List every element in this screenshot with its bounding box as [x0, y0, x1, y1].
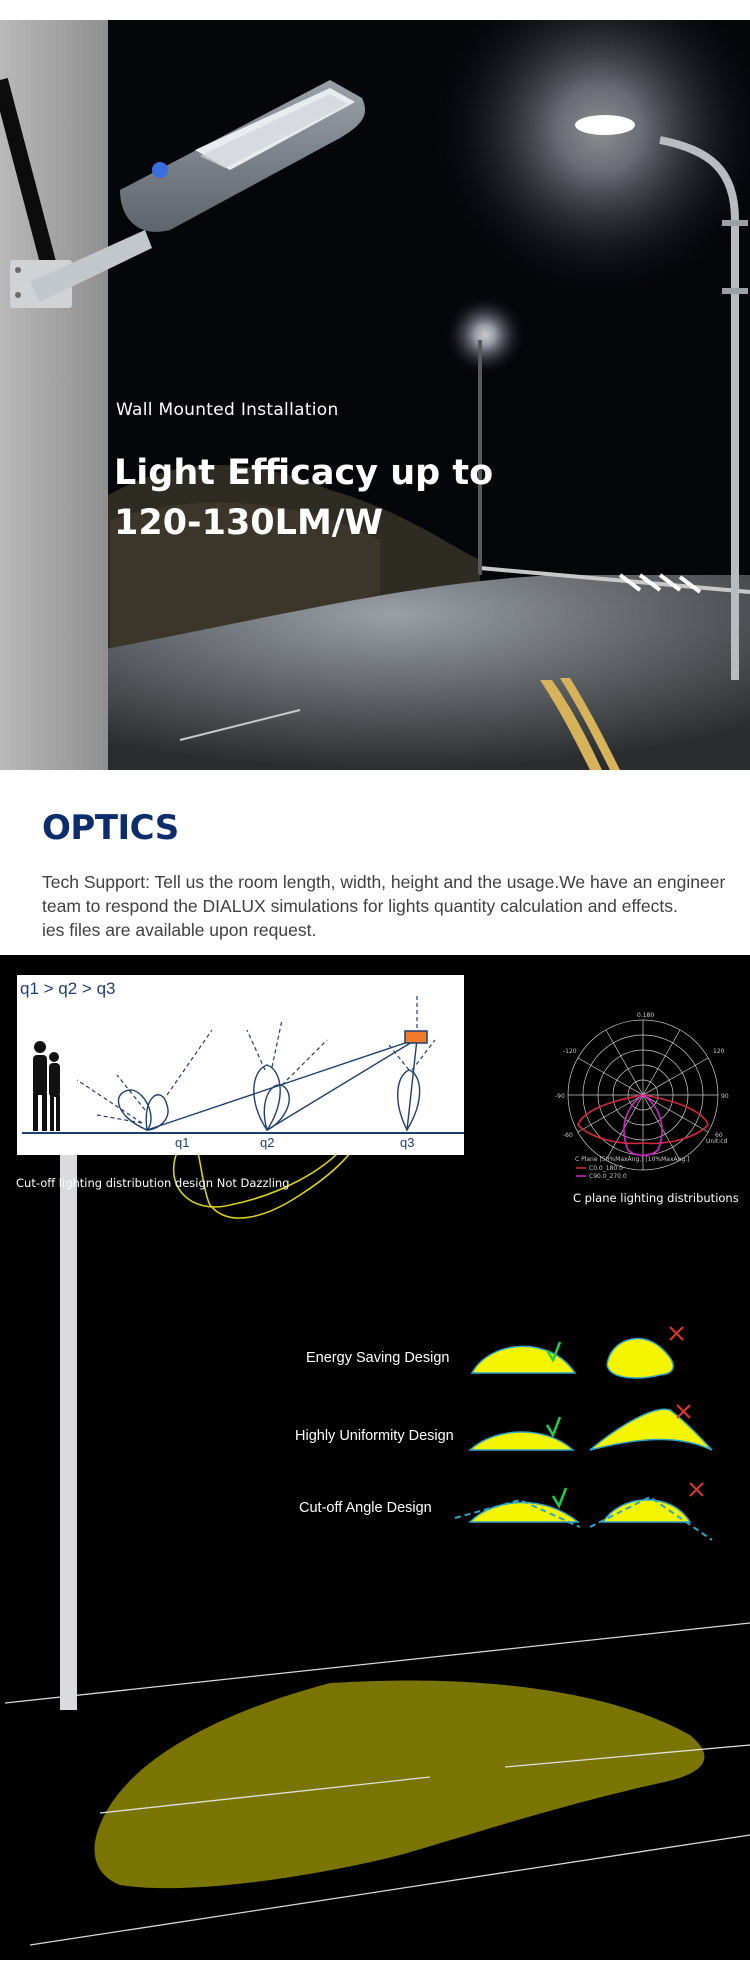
road-light-patch: [94, 1681, 704, 1889]
svg-text:0.180: 0.180: [637, 1012, 655, 1019]
energy-saving-label: Energy Saving Design: [306, 1350, 450, 1366]
svg-text:-90: -90: [555, 1093, 565, 1100]
hero-title: [114, 448, 493, 548]
svg-text:60: 60: [715, 1132, 723, 1139]
svg-text:-60: -60: [563, 1132, 573, 1139]
q2-label: q2: [260, 1135, 275, 1150]
polar-legend-row1: C0.0_180.0: [589, 1165, 623, 1172]
optics-heading: OPTICS: [42, 808, 179, 848]
polar-legend-row2: C90.0_270.0: [589, 1173, 627, 1180]
hero-banner: [0, 20, 750, 770]
q3-label: q3: [400, 1135, 415, 1150]
hero-title-line1: Light Efficacy up to: [114, 453, 494, 493]
optics-diagram-panel: [0, 955, 750, 1960]
hero-subtitle: Wall Mounted Installation: [116, 400, 339, 420]
q1-label: q1: [175, 1135, 190, 1150]
polar-unit: Unit:cd: [706, 1138, 728, 1145]
street-night-scene: [0, 20, 750, 770]
svg-text:90: 90: [721, 1093, 729, 1100]
svg-text:120: 120: [713, 1048, 725, 1055]
distribution-formula: q1 > q2 > q3: [20, 979, 116, 998]
optics-description: [42, 870, 732, 942]
polar-chart-icon: [555, 1012, 729, 1170]
optics-line-3: ies files are available upon request.: [42, 920, 317, 940]
people-silhouette-icon: [33, 1041, 60, 1131]
uniformity-label: Highly Uniformity Design: [295, 1428, 454, 1444]
distribution-diagram-card: [17, 975, 464, 1155]
distribution-diagram: [17, 975, 464, 1155]
optics-line-1: Tech Support: Tell us the room length, width, height and the usage.We have an engineer: [42, 872, 726, 892]
optics-line-2: team to respond the DIALUX simulations for lights quantity calculation and effects.: [42, 896, 678, 916]
lamp-source-icon: [405, 1031, 427, 1043]
svg-text:-120: -120: [563, 1048, 577, 1055]
cutoff-label: Cut-off Angle Design: [299, 1500, 432, 1516]
street-pole: [60, 1070, 77, 1710]
distribution-caption: Cut-off lighting distribution design Not Dazzling: [16, 1176, 290, 1190]
hero-title-line2: 120-130LM/W: [114, 503, 384, 543]
polar-caption: C plane lighting distributions: [573, 1191, 739, 1205]
polar-legend-header: C Plane [50%MaxAng.] [10%MaxAng.]: [575, 1156, 690, 1163]
